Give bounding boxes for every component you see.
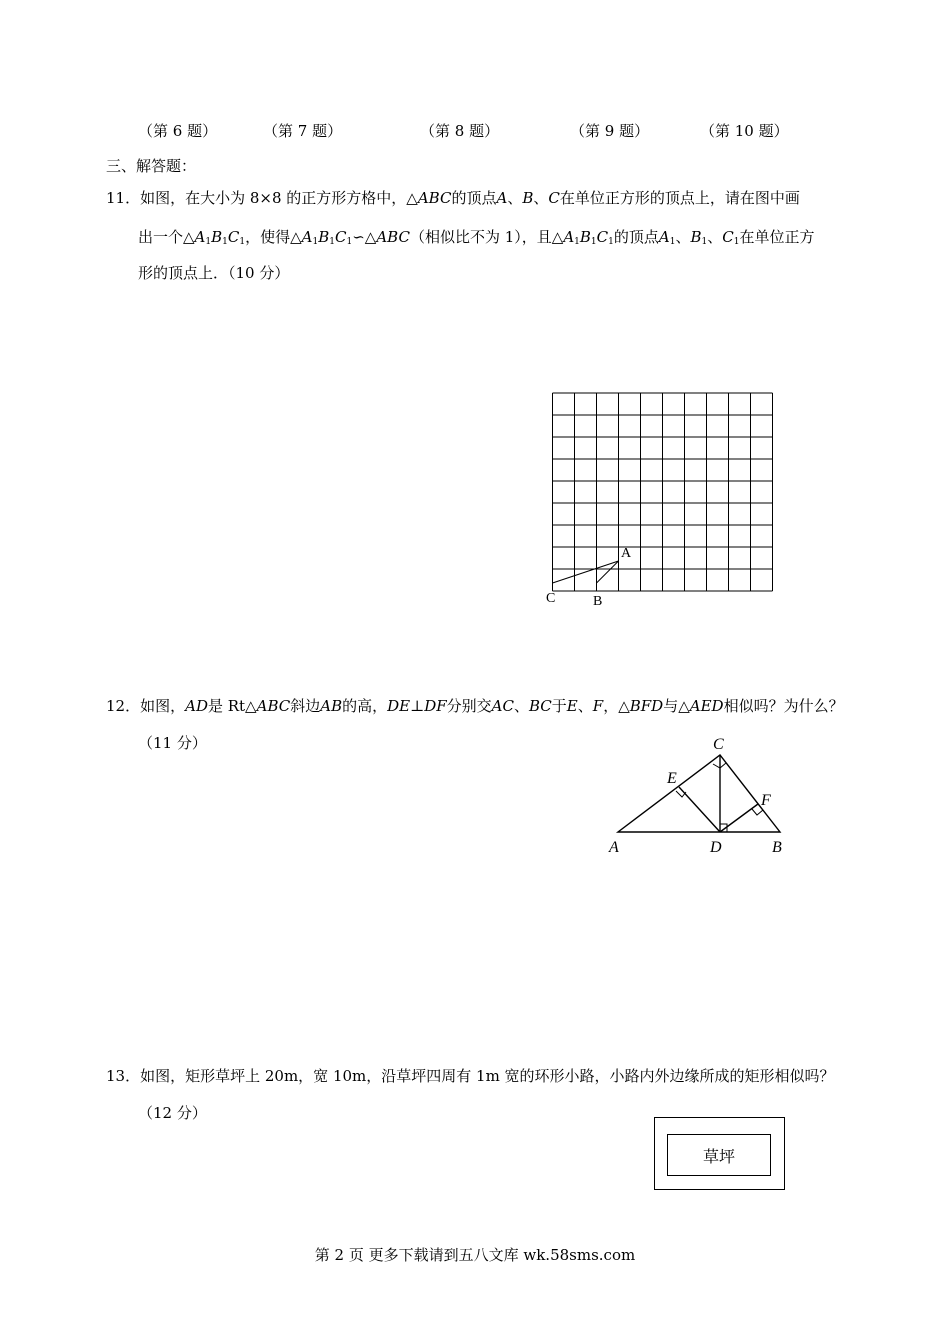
label-c: C [713, 736, 724, 753]
label-e: E [667, 770, 677, 787]
page-footer: 第 2 页 更多下载请到五八文库 wk.58sms.com [314, 1246, 636, 1264]
q12-score: （11 分） [138, 734, 207, 752]
segment-ca [553, 561, 619, 583]
q11-line2: 出一个$\triangle A_1B_1C_1$，使得$\triangle A_1B_1C_1∽\triangle ABC$（相似比不为 1），且$\triangle A_1B_1C_1$的顶点$A_1$、$B_1$、$C_1$在单位正方 [138, 228, 815, 247]
q11-grid-figure [540, 385, 780, 610]
q11-line1: 11．如图，在大小为 8×8 的正方形方格中，△ABC的顶点A、B、C在单位正方形的顶点上，请在图中画 [106, 189, 800, 207]
caption-q9: （第 9 题） [570, 122, 650, 140]
right-angle-e [676, 791, 686, 797]
section-heading: 三、解答题： [106, 157, 197, 175]
caption-q8: （第 8 题） [420, 122, 500, 140]
q13-line1: 13．如图，矩形草坪上 20m，宽 10m，沿草坪四周有 1m 宽的环形小路，小路内外边缘所成的矩形相似吗？ [106, 1067, 835, 1085]
label-a: A [609, 839, 619, 856]
caption-q10: （第 10 题） [700, 122, 789, 140]
triangle-abc [618, 755, 780, 832]
label-a: A [621, 546, 632, 561]
label-b: B [772, 839, 782, 856]
q12-line1: 12．如图，AD是 Rt△ABC斜边AB的高，DE⊥DF分别交AC、BC于E、F，△BFD与△AED相似吗？为什么？ [106, 697, 844, 715]
segment-df [720, 804, 758, 832]
label-c: C [546, 591, 556, 606]
lawn-label: 草坪 [702, 1146, 735, 1166]
caption-q6: （第 6 题） [138, 122, 218, 140]
label-b: B [593, 594, 603, 609]
right-angle-f [752, 809, 763, 815]
q12-triangle-figure [600, 730, 800, 860]
q13-score: （12 分） [138, 1104, 207, 1122]
lawn-inner-rect [667, 1134, 771, 1176]
caption-q7: （第 7 题） [263, 122, 343, 140]
q11-line3: 形的顶点上．（10 分） [138, 264, 290, 282]
label-d: D [710, 839, 722, 856]
label-f: F [761, 792, 771, 809]
